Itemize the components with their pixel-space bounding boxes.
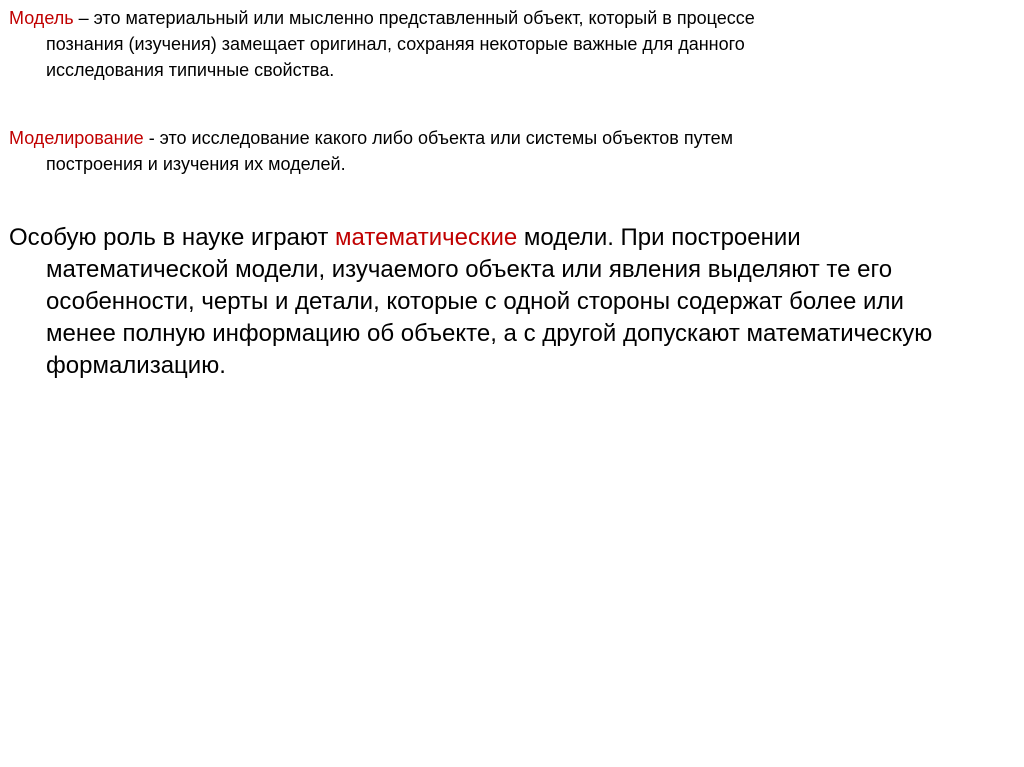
paragraph-line: исследования типичные свойства.	[46, 60, 335, 80]
paragraph-line	[9, 125, 733, 151]
paragraph-line: особенности, черты и детали, которые с одной стороны содержат более или	[46, 288, 904, 315]
paragraph-line: познания (изучения) замещает оригинал, сохраняя некоторые важные для данного	[46, 34, 745, 54]
paragraph-line: построения и изучения их моделей.	[46, 154, 346, 174]
definition-modeling	[9, 125, 733, 177]
definition-model	[9, 5, 755, 83]
definition-text: - это исследование какого либо объекта или системы объектов путем	[143, 128, 734, 148]
term-model: Модель	[9, 8, 74, 28]
paragraph-line: менее полную информацию об объекте, а с другой допускают математическую	[46, 320, 933, 347]
paragraph-prefix: Особую роль в науке играют	[9, 224, 336, 251]
paragraph-line: формализацию.	[46, 352, 226, 379]
math-models-paragraph	[9, 222, 932, 382]
definition-text: – это материальный или мысленно представленный объект, который в процессе	[73, 8, 755, 28]
paragraph-text: модели. При построении	[517, 224, 801, 251]
term-mathematical: математические	[335, 224, 518, 251]
paragraph-line: математической модели, изучаемого объекта или явления выделяют те его	[46, 256, 893, 283]
paragraph-line	[9, 222, 932, 254]
term-modeling: Моделирование	[9, 128, 144, 148]
paragraph-line	[9, 5, 755, 31]
